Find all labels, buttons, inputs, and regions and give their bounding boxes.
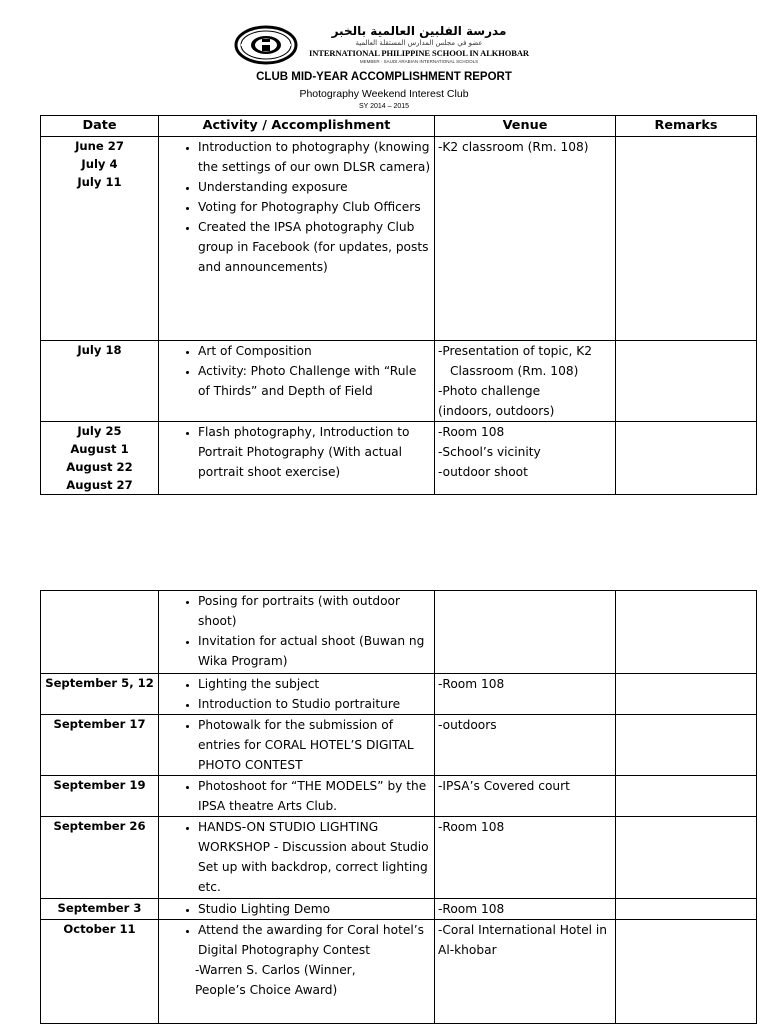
venue-cell	[435, 137, 616, 341]
venue-cell	[435, 591, 616, 674]
activity-item: • Photoshoot for “THE MODELS” by the IPSA theatre Arts Club.	[198, 776, 431, 816]
table-row	[41, 341, 757, 422]
activity-cell	[159, 817, 435, 899]
table-row	[41, 591, 757, 674]
school-name-arabic: مدرسة الفلبين العالمية بالخبر	[331, 24, 507, 38]
venue-cell	[435, 715, 616, 776]
school-subtitle-arabic: عضو في مجلس المدارس المستقلة العالمية	[355, 39, 483, 47]
table-row	[41, 715, 757, 776]
date-text: July 4	[81, 157, 118, 171]
remarks-cell	[616, 920, 757, 1024]
venue-line: Classroom (Rm. 108)	[450, 364, 579, 378]
school-membership-line: MEMBER · SAUDI ARABIAN INTERNATIONAL SCHOOLS	[359, 59, 479, 64]
venue-line: -Room 108	[438, 820, 505, 834]
column-header-activity: Activity / Accomplishment	[159, 116, 435, 137]
venue-line: -K2 classroom (Rm. 108)	[438, 140, 589, 154]
venue-cell	[435, 920, 616, 1024]
table-row	[41, 137, 757, 341]
remarks-cell	[616, 674, 757, 715]
activity-list	[162, 715, 431, 775]
activity-list	[162, 137, 431, 277]
activity-note-line: People’s Choice Award)	[195, 983, 338, 997]
date-text: July 25	[77, 424, 122, 438]
activity-list	[162, 422, 431, 482]
table-row	[41, 817, 757, 899]
date-text: August 27	[66, 478, 133, 492]
activity-item: • Introduction to photography (knowing the settings of our own DLSR camera)	[198, 137, 431, 177]
table-body	[41, 137, 757, 495]
activity-list	[162, 920, 431, 960]
table-body	[41, 591, 757, 1024]
activity-item: • Activity: Photo Challenge with “Rule of Thirds” and Depth of Field	[198, 361, 431, 401]
column-header-remarks: Remarks	[616, 116, 757, 137]
venue-line: -outdoor shoot	[438, 465, 528, 479]
report-subtitle: Photography Weekend Interest Club	[299, 88, 469, 100]
venue-line: -Room 108	[438, 677, 505, 691]
date-cell	[41, 137, 159, 341]
activity-item: • Invitation for actual shoot (Buwan ng Wika Program)	[198, 631, 431, 671]
date-text: August 1	[70, 442, 129, 456]
date-cell	[41, 899, 159, 920]
table-row	[41, 920, 757, 1024]
activity-item: • Introduction to Studio portraiture	[198, 694, 431, 714]
school-name: INTERNATIONAL PHILIPPINE SCHOOL IN ALKHOBAR	[309, 48, 529, 58]
date-text: September 5, 12	[45, 676, 154, 690]
date-text: July 11	[77, 175, 122, 189]
table-row	[41, 899, 757, 920]
remarks-cell	[616, 899, 757, 920]
activity-list	[162, 674, 431, 714]
report-title: CLUB MID-YEAR ACCOMPLISHMENT REPORT	[256, 71, 512, 83]
date-text: October 11	[63, 922, 136, 936]
venue-cell	[435, 674, 616, 715]
date-text: July 18	[77, 343, 122, 357]
date-text: September 19	[53, 778, 146, 792]
column-header-venue: Venue	[435, 116, 616, 137]
date-cell	[41, 591, 159, 674]
date-cell	[41, 674, 159, 715]
school-seal-icon	[234, 25, 298, 65]
activity-item: • Flash photography, Introduction to Portrait Photography (With actual portrait shoot exercise)	[198, 422, 431, 482]
activity-note	[162, 960, 431, 1000]
table-header-row	[41, 116, 757, 137]
venue-line: (indoors, outdoors)	[438, 404, 555, 418]
venue-line: -School’s vicinity	[438, 445, 541, 459]
date-cell	[41, 715, 159, 776]
activity-cell	[159, 715, 435, 776]
accomplishment-table-page-2	[40, 590, 757, 1024]
venue-cell	[435, 422, 616, 495]
venue-line: -Room 108	[438, 425, 505, 439]
date-text: September 17	[53, 717, 146, 731]
column-header-date: Date	[41, 116, 159, 137]
date-cell	[41, 776, 159, 817]
venue-cell	[435, 341, 616, 422]
activity-item: • Posing for portraits (with outdoor shoot)	[198, 591, 431, 631]
venue-cell	[435, 817, 616, 899]
date-cell	[41, 422, 159, 495]
activity-list	[162, 341, 431, 401]
activity-item: • Art of Composition	[198, 341, 431, 361]
activity-item: • Photowalk for the submission of entries for CORAL HOTEL’S DIGITAL PHOTO CONTEST	[198, 715, 431, 775]
remarks-cell	[616, 341, 757, 422]
activity-list	[162, 776, 431, 816]
remarks-cell	[616, 591, 757, 674]
activity-item: • Lighting the subject	[198, 674, 431, 694]
venue-line: -outdoors	[438, 718, 497, 732]
activity-note-line: -Warren S. Carlos (Winner,	[195, 963, 356, 977]
venue-cell	[435, 899, 616, 920]
activity-item: • Created the IPSA photography Club group in Facebook (for updates, posts and announcements)	[198, 217, 431, 277]
activity-item: • HANDS-ON STUDIO LIGHTING WORKSHOP - Discussion about Studio Set up with backdrop, correct lighting etc.	[198, 817, 431, 897]
activity-cell	[159, 422, 435, 495]
venue-line: -Presentation of topic, K2	[438, 344, 592, 358]
table-row	[41, 674, 757, 715]
date-text: June 27	[75, 139, 124, 153]
activity-cell	[159, 591, 435, 674]
remarks-cell	[616, 137, 757, 341]
table-row	[41, 422, 757, 495]
school-letterhead	[232, 22, 534, 68]
school-year: SY 2014 – 2015	[358, 103, 410, 110]
activity-list	[162, 817, 431, 897]
remarks-cell	[616, 422, 757, 495]
activity-cell	[159, 920, 435, 1024]
activity-item: • Studio Lighting Demo	[198, 899, 431, 919]
activity-item: • Voting for Photography Club Officers	[198, 197, 431, 217]
activity-item: • Understanding exposure	[198, 177, 431, 197]
venue-line: -Coral International Hotel in Al-khobar	[438, 923, 608, 957]
activity-list	[162, 591, 431, 671]
activity-list	[162, 899, 431, 919]
table-row	[41, 776, 757, 817]
date-cell	[41, 341, 159, 422]
activity-item: • Attend the awarding for Coral hotel’s Digital Photography Contest	[198, 920, 431, 960]
venue-line: -IPSA’s Covered court	[438, 779, 570, 793]
venue-line: -Room 108	[438, 902, 505, 916]
activity-cell	[159, 899, 435, 920]
accomplishment-table-page-1	[40, 115, 757, 495]
date-cell	[41, 817, 159, 899]
venue-line: -Photo challenge	[438, 384, 541, 398]
date-text: September 3	[57, 901, 142, 915]
remarks-cell	[616, 715, 757, 776]
date-text: August 22	[66, 460, 133, 474]
date-cell	[41, 920, 159, 1024]
activity-cell	[159, 776, 435, 817]
activity-cell	[159, 341, 435, 422]
date-text: September 26	[53, 819, 146, 833]
venue-cell	[435, 776, 616, 817]
remarks-cell	[616, 817, 757, 899]
activity-cell	[159, 674, 435, 715]
activity-cell	[159, 137, 435, 341]
remarks-cell	[616, 776, 757, 817]
